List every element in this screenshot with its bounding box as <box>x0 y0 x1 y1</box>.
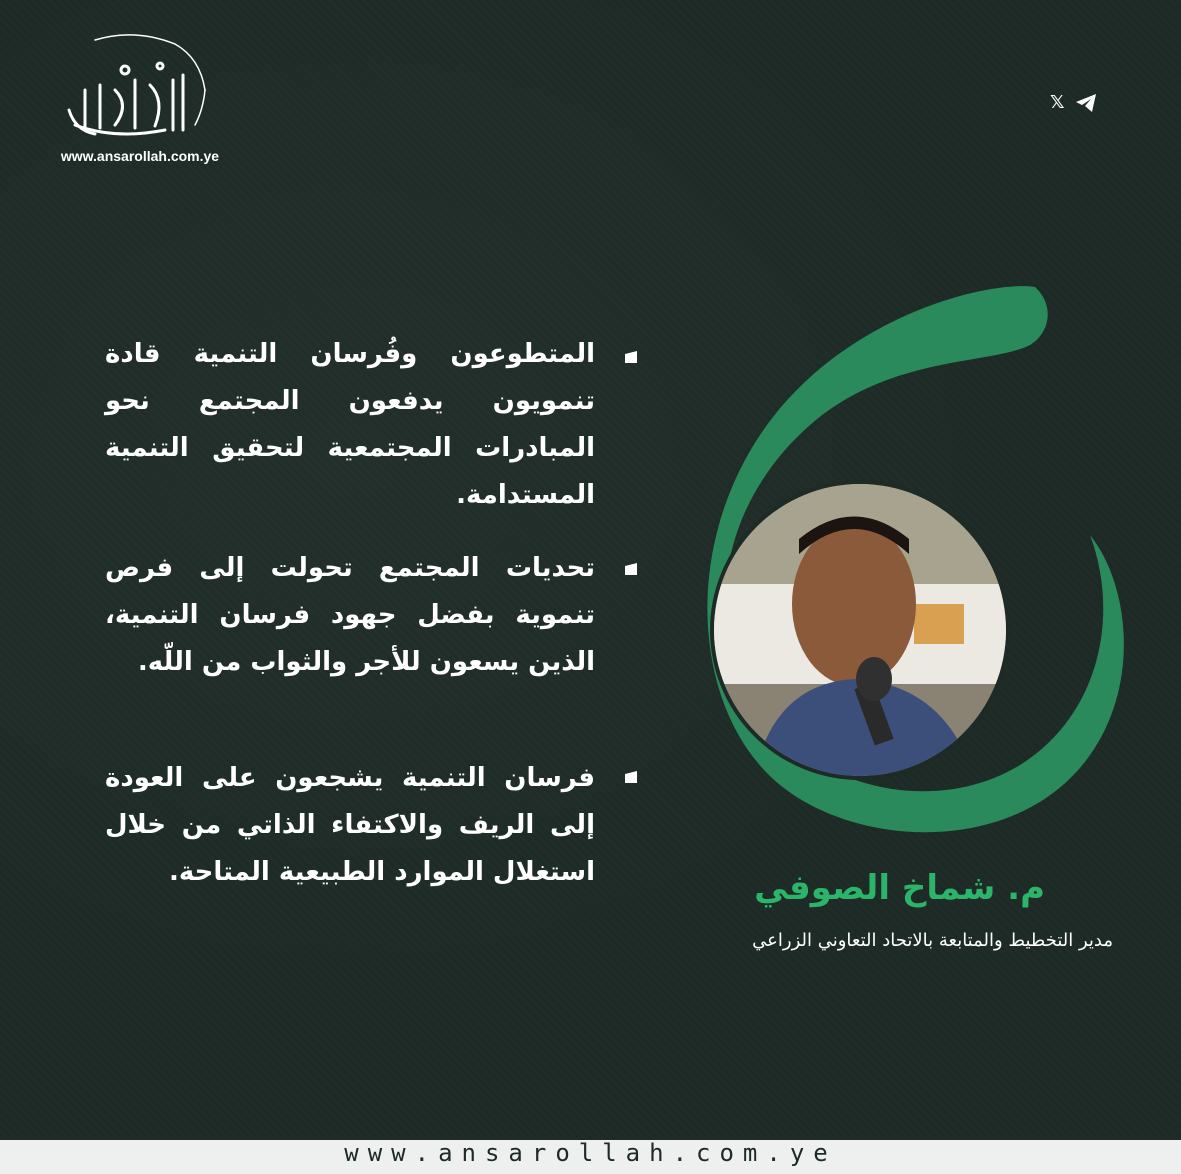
ansarollah-calligraphy-logo <box>55 30 225 148</box>
footer-bar <box>0 1140 1181 1174</box>
quote-1: المتطوعون وفُرسان التنمية قادة تنمويون يدفعون المجتمع نحو المبادرات المجتمعية لتحقيق التنمية المستدامة. <box>105 339 595 510</box>
x-icon[interactable]: 𝕏 <box>1050 92 1065 113</box>
quote-bullet-icon <box>624 770 638 784</box>
logo-url: www.ansarollah.com.ye <box>60 148 220 164</box>
logo <box>55 30 225 170</box>
quote-3: فرسان التنمية يشجعون على العودة إلى الريف والاكتفاء الذاتي من خلال استغلال الموارد الطبيعية المتاحة. <box>105 763 595 887</box>
footer-url: www.ansarollah.com.ye <box>344 1139 837 1167</box>
quote-2: تحديات المجتمع تحولت إلى فرص تنموية بفضل جهود فرسان التنمية، الذين يسعون للأجر والثواب من اللّه. <box>105 553 595 677</box>
person-role: مدير التخطيط والمتابعة بالاتحاد التعاوني الزراعي <box>752 930 1113 951</box>
social-icons <box>1050 93 1097 113</box>
person-photo <box>710 480 1010 780</box>
quote-bullet-icon <box>624 562 638 576</box>
telegram-icon[interactable] <box>1075 93 1097 113</box>
quote-bullet-icon <box>624 350 638 364</box>
person-name: م. شماخ الصوفي <box>754 868 1045 908</box>
